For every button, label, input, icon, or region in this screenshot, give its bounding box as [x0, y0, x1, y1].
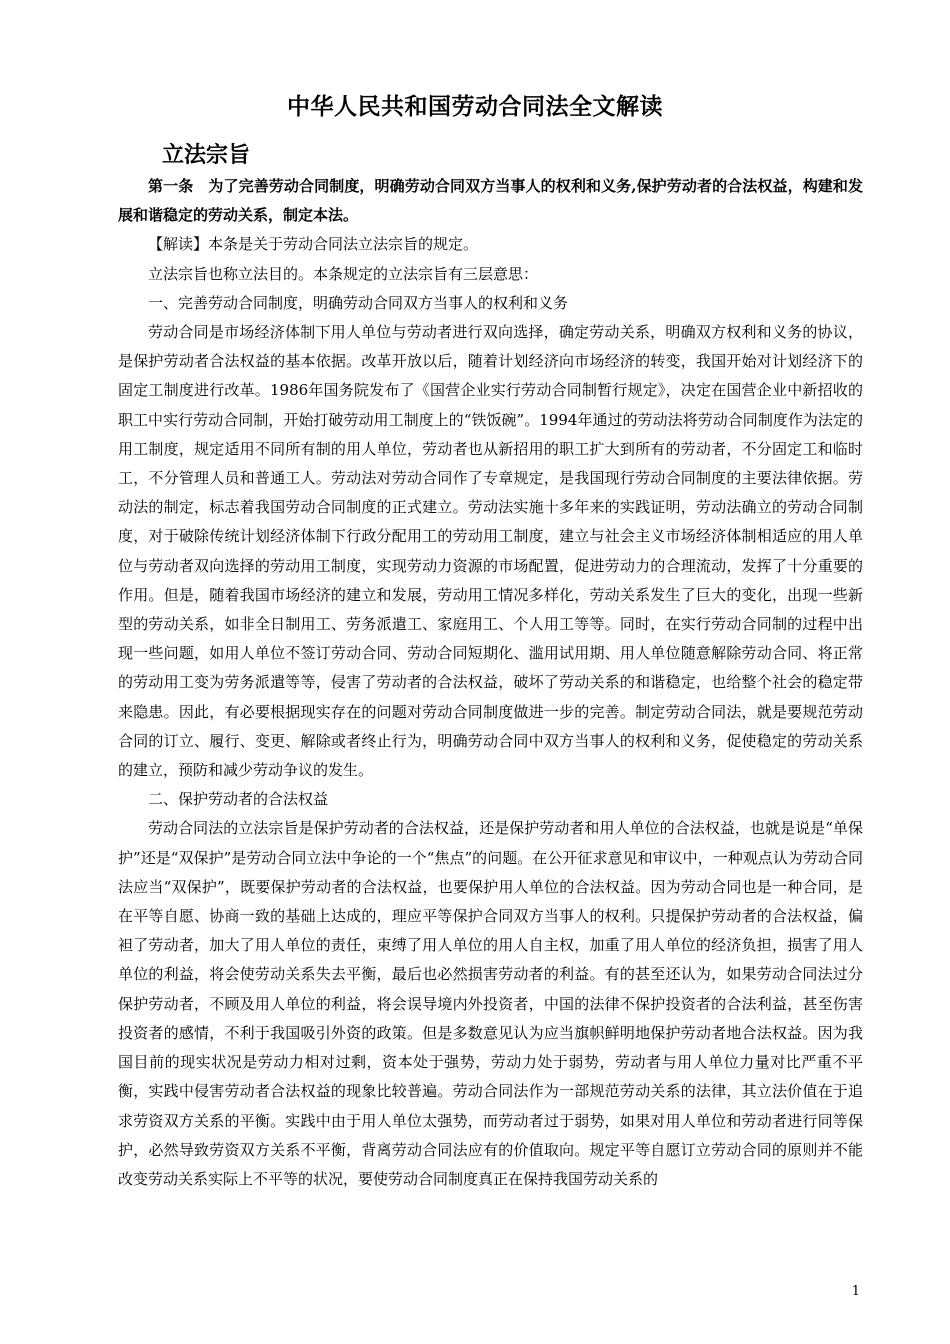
- article-text: 第一条 为了完善劳动合同制度，明确劳动合同双方当事人的权利和义务,保护劳动者的合法权益，构建和发展和谐稳定的劳动关系，制定本法。: [118, 177, 863, 225]
- point2-paragraph: 劳动合同法的立法宗旨是保护劳动者的合法权益，还是保护劳动者和用人单位的合法权益，也就是说是“单保护”还是“双保护”是劳动合同立法中争论的一个“焦点”的问题。在公开征求意见和审议中，一种观点认为劳动合同法应当“双保护”，既要保护劳动者的合法权益，也要保护用人单位的合法权益。因为劳动合同也是一种合同，是在平等自愿、协商一致的基础上达成的，理应平等保护合同双方当事人的权利。只提保护劳动者的合法权益，偏袒了劳动者，加大了用人单位的责任，束缚了用人单位的用人自主权，加重了用人单位的经济负担，损害了用人单位的利益，将会使劳动关系失去平衡，最后也必然损害劳动者的利益。有的甚至还认为，如果劳动合同法过分保护劳动者，不顾及用人单位的利益，将会误导境内外投资者，中国的法律不保护投资者的合法利益，甚至伤害投资者的感情，不利于我国吸引外资的政策。但是多数意见认为应当旗帜鲜明地保护劳动者地合法权益。因为我国目前的现实状况是劳动力相对过剩，资本处于强势，劳动力处于弱势，劳动者与用人单位力量对比严重不平衡，实践中侵害劳动者合法权益的现象比较普遍。劳动合同法作为一部规范劳动关系的法律，其立法价值在于追求劳资双方关系的平衡。实践中由于用人单位太强势，而劳动者过于弱势，如果对用人单位和劳动者进行同等保护，必然导致劳资双方关系不平衡，背离劳动合同法应有的价值取向。规定平等自愿订立劳动合同的原则并不能改变劳动关系实际上不平等的状况，要使劳动合同制度真正在保持我国劳动关系的: [118, 819, 863, 1188]
- document-body: [118, 172, 863, 1194]
- interpretation-paragraph: 【解读】本条是关于劳动合同法立法宗旨的规定。: [148, 235, 479, 254]
- intro-paragraph: 立法宗旨也称立法目的。本条规定的立法宗旨有三层意思：: [148, 264, 539, 283]
- point1-heading: 一、完善劳动合同制度，明确劳动合同双方当事人的权利和义务: [148, 293, 569, 312]
- document-title: 中华人民共和国劳动合同法全文解读: [287, 93, 663, 120]
- point1-paragraph: 劳动合同是市场经济体制下用人单位与劳动者进行双向选择，确定劳动关系，明确双方权利和义务的协议，是保护劳动者合法权益的基本依据。改革开放以后，随着计划经济向市场经济的转变，我国开始对计划经济下的固定工制度进行改革。1986年国务院发布了《国营企业实行劳动合同制暂行规定》，决定在国营企业中新招收的职工中实行劳动合同制，开始打破劳动用工制度上的“铁饭碗”。1994年通过的劳动法将劳动合同制度作为法定的用工制度，规定适用不同所有制的用人单位，劳动者也从新招用的职工扩大到所有的劳动者，不分固定工和临时工，不分管理人员和普通工人。劳动法对劳动合同作了专章规定，是我国现行劳动合同制度的主要法律依据。劳动法的制定，标志着我国劳动合同制度的正式建立。劳动法实施十多年来的实践证明，劳动法确立的劳动合同制度，对于破除传统计划经济体制下行政分配用工的劳动用工制度，建立与社会主义市场经济体制相适应的用人单位与劳动者双向选择的劳动用工制度，实现劳动力资源的市场配置，促进劳动力的合理流动，发挥了十分重要的作用。但是，随着我国市场经济的建立和发展，劳动用工情况多样化，劳动关系发生了巨大的变化，出现一些新型的劳动关系，如非全日制用工、劳务派遣工、家庭用工、个人用工等等。同时，在实行劳动合同制的过程中出现一些问题，如用人单位不签订劳动合同、劳动合同短期化、滥用试用期、用人单位随意解除劳动合同、将正常的劳动用工变为劳务派遣等等，侵害了劳动者的合法权益，破坏了劳动关系的和谐稳定，也给整个社会的稳定带来隐患。因此，有必要根据现实存在的问题对劳动合同制度做进一步的完善。制定劳动合同法，就是要规范劳动合同的订立、履行、变更、解除或者终止行为，明确劳动合同中双方当事人的权利和义务，促使稳定的劳动关系的建立，预防和减少劳动争议的发生。: [118, 323, 864, 780]
- page-number: 1: [851, 1284, 860, 1299]
- section-heading: 立法宗旨: [162, 143, 251, 168]
- point2-heading: 二、保护劳动者的合法权益: [148, 790, 329, 809]
